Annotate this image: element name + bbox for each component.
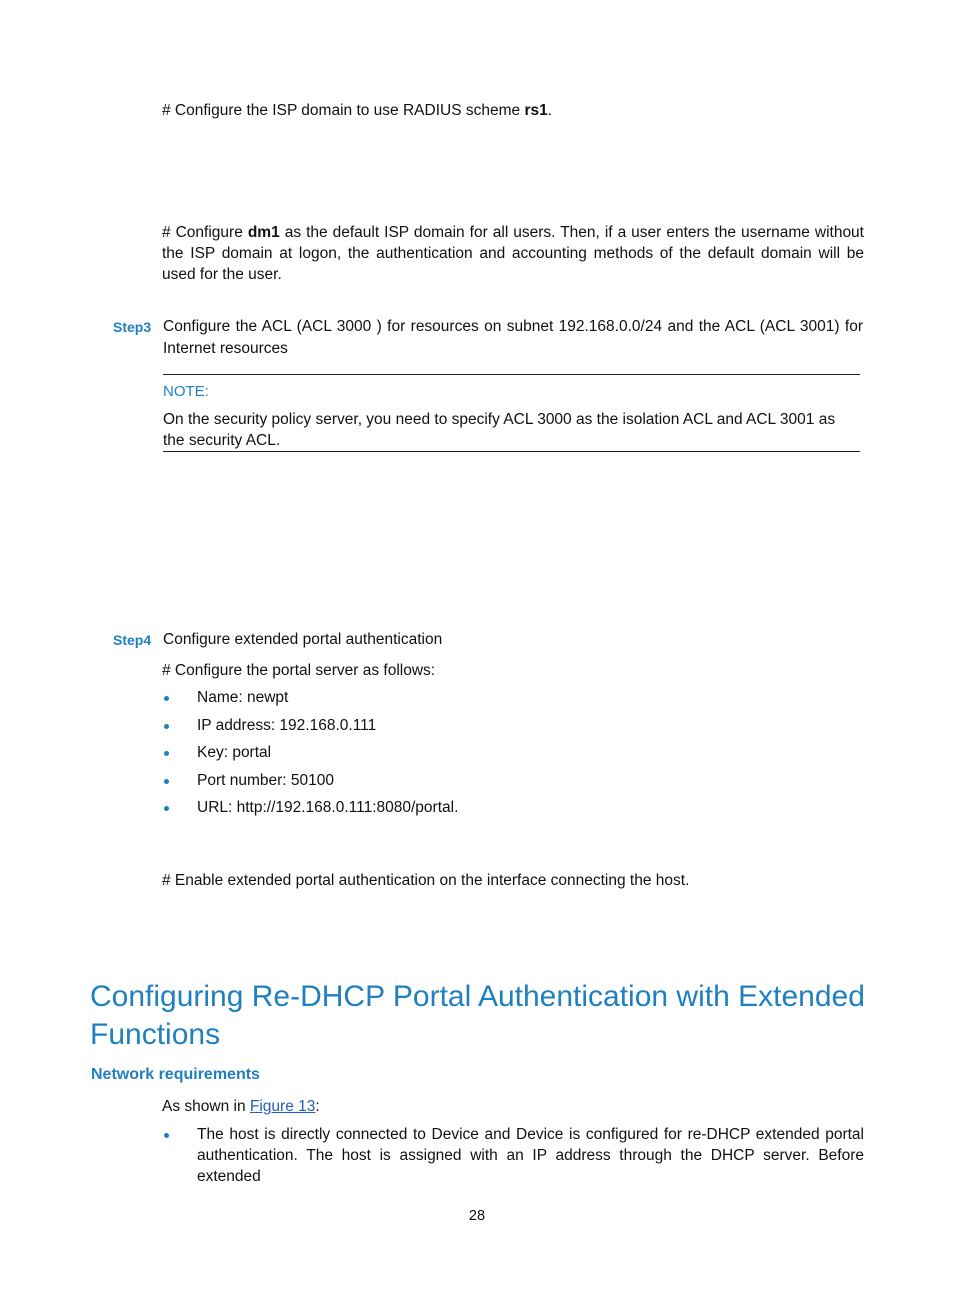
list-item	[162, 716, 864, 736]
subsection-heading: Network requirements	[91, 1066, 260, 1083]
step-text: Configure extended portal authentication	[163, 631, 443, 648]
note-body: On the security policy server, you need to specify ACL 3000 as the isolation ACL and ACL 3001 as the security ACL.	[163, 411, 836, 449]
text: :	[315, 1098, 320, 1115]
bullet-icon	[164, 806, 169, 811]
step-label: Step3	[113, 319, 152, 335]
step-label: Step4	[113, 632, 152, 648]
text: # Configure the ISP domain to use RADIUS scheme	[162, 102, 525, 119]
bullet-icon	[164, 696, 169, 701]
figure-link[interactable]: Figure 13	[249, 1098, 316, 1115]
as-shown-paragraph	[162, 1096, 864, 1117]
list-item-text: Name: newpt	[197, 689, 289, 706]
text: As shown in	[162, 1098, 250, 1115]
bold-term: dm1	[247, 224, 280, 241]
portal-intro: # Configure the portal server as follows:	[162, 662, 436, 679]
text: .	[547, 102, 553, 119]
list-item-text: URL: http://192.168.0.111:8080/portal.	[197, 799, 459, 817]
text: as the default ISP domain for all users. Then, if a user enters the username without the ISP domain at logon, the authentication and accounting methods of the default domain will be used for the user.	[162, 224, 864, 283]
list-item-text: IP address: 192.168.0.111	[197, 716, 377, 734]
paragraph-isp-domain-scheme	[162, 100, 864, 121]
text: # Configure	[162, 224, 248, 241]
requirements-list	[162, 1124, 864, 1187]
bold-term: rs1	[524, 102, 548, 119]
paragraph-default-domain	[162, 222, 864, 285]
bullet-icon	[164, 1133, 169, 1138]
portal-settings-list	[162, 688, 864, 826]
section-heading: Configuring Re-DHCP Portal Authentication with Extended Functions	[90, 980, 865, 1051]
enable-portal-paragraph: # Enable extended portal authentication on the interface connecting the host.	[162, 872, 690, 889]
note-title: NOTE:	[163, 383, 209, 400]
list-item	[162, 798, 864, 818]
step-text: Configure the ACL (ACL 3000 ) for resources on subnet 192.168.0.0/24 and the ACL (ACL 3001) for Internet resources	[163, 318, 863, 357]
list-item-text: Key: portal	[197, 744, 272, 762]
note-box	[163, 374, 860, 452]
list-item	[162, 1124, 864, 1187]
bullet-icon	[164, 779, 169, 784]
bullet-icon	[164, 751, 169, 756]
list-item-text: The host is directly connected to Device and Device is configured for re-DHCP extended portal authentication. The host is assigned with an IP address through the DHCP server. Before extended	[197, 1126, 864, 1185]
list-item	[162, 771, 864, 791]
page-number: 28	[468, 1208, 486, 1224]
list-item	[162, 743, 864, 763]
bullet-icon	[164, 724, 169, 729]
list-item	[162, 688, 864, 708]
list-item-text: Port number: 50100	[197, 771, 335, 789]
